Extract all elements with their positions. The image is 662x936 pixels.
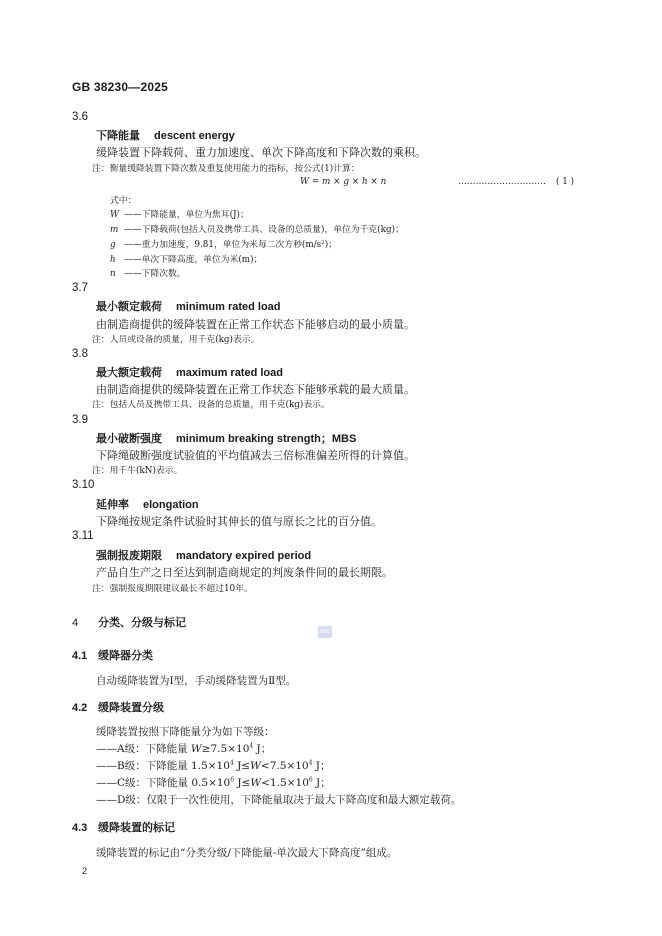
level-item-d: ——D级：仅限于一次性使用，下降能量取决于最大下降高度和最大额定载荷。 — [96, 794, 462, 806]
level-text: ——C级：下降能量 0.5×10 — [96, 777, 231, 789]
term-en: minimum rated load — [176, 301, 281, 313]
variable-desc: ——下降能量，单位为焦耳(J)； — [124, 210, 249, 220]
level-item-b — [96, 758, 330, 773]
note-text: 注：衡量缓降装置下降次数及重复使用能力的指标，按公式(1)计算： — [92, 164, 360, 174]
level-text: J； — [312, 760, 331, 772]
formula-number: ( 1 ) — [556, 177, 575, 187]
subsection-heading — [72, 699, 164, 715]
clause-number: 3.8 — [72, 348, 88, 360]
definition-text: 由制造商提供的缓降装置在正常工作状态下能够承载的最大质量。 — [96, 383, 415, 396]
subsection-heading — [72, 819, 175, 835]
paragraph: 缓降装置的标记由“分类分级/下降能量-单次最大下降高度”组成。 — [96, 847, 398, 859]
formula-w: W — [300, 177, 310, 187]
term-heading — [96, 127, 235, 143]
subsection-title: 缓降装置分级 — [98, 702, 164, 714]
formula-eq: = — [309, 177, 323, 187]
level-item-c — [96, 775, 331, 790]
variable-desc: ——下降次数。 — [124, 269, 186, 279]
term-en: maximum rated load — [176, 367, 283, 379]
section-number: 4 — [72, 617, 79, 629]
subsection-heading — [72, 647, 153, 663]
level-exponent: 4 — [249, 742, 254, 750]
section-heading — [72, 614, 186, 630]
variable-desc: ——重力加速度，9.81，单位为米每二次方秒(m/s²)； — [124, 240, 337, 250]
term-heading — [96, 496, 199, 512]
term-zh: 强制报废期限 — [96, 550, 162, 562]
term-zh: 最大额定载荷 — [96, 367, 162, 379]
variable-row — [110, 207, 249, 220]
note-text: 注：用千牛(kN)表示。 — [92, 466, 183, 476]
definition-text: 产品自生产之日至达到制造商规定的判废条件间的最长期限。 — [96, 566, 393, 579]
variable-row — [110, 237, 337, 250]
subsection-title: 缓降装置的标记 — [98, 822, 175, 834]
formula-times: × — [330, 177, 344, 187]
term-zh: 延伸率 — [96, 499, 129, 511]
note-text: 注：包括人员及携带工具、设备的总质量，用千克(kg)表示。 — [92, 400, 330, 410]
level-text: J≤ — [234, 777, 251, 789]
clause-number: 3.9 — [72, 414, 88, 426]
definition-text: 缓降装置下降载荷、重力加速度、单次下降高度和下降次数的乘积。 — [96, 146, 426, 159]
term-heading — [96, 547, 311, 563]
level-exponent: 4 — [308, 759, 313, 767]
level-item-a — [96, 741, 271, 756]
note-text: 注：人员或设备的质量，用千克(kg)表示。 — [92, 335, 260, 345]
variable-symbol: h — [110, 255, 116, 265]
definition-text: 由制造商提供的缓降装置在正常工作状态下能够启动的最小质量。 — [96, 318, 415, 331]
formula-h: h — [361, 177, 368, 187]
section-title: 分类、分级与标记 — [98, 617, 186, 629]
paragraph: 缓降装置按照下降能量分为如下等级： — [96, 726, 275, 738]
level-text: J； — [312, 777, 331, 789]
level-text: ≥7.5×10 — [201, 743, 250, 755]
term-heading — [96, 430, 356, 446]
standard-id: GB 38230—2025 — [72, 80, 168, 94]
formula-m: m — [322, 177, 331, 187]
term-en: descent energy — [154, 130, 235, 142]
term-heading — [96, 364, 283, 380]
level-exponent: 6 — [230, 776, 235, 784]
variable-symbol: W — [110, 210, 120, 220]
term-en: minimum breaking strength；MBS — [176, 433, 357, 445]
level-symbol: W — [190, 743, 202, 755]
term-en: mandatory expired period — [176, 550, 312, 562]
watermark-logo: ZHIC — [318, 626, 332, 638]
definition-text: 下降绳破断强度试验值的平均值减去三倍标准偏差所得的计算值。 — [96, 449, 415, 462]
variable-desc: ——下降载荷(包括人员及携带工具、设备的总质量)，单位为千克(kg)； — [124, 225, 404, 235]
note-text: 注：强制报废期限建议最长不超过10年。 — [92, 584, 253, 594]
level-symbol: W — [250, 777, 262, 789]
clause-number: 3.10 — [72, 479, 95, 491]
level-text: ——A级：下降能量 — [96, 743, 191, 755]
clause-number: 3.11 — [72, 530, 94, 542]
formula-leader-dots: ………………………… — [458, 177, 546, 187]
variable-symbol: g — [110, 240, 116, 250]
formula-n: n — [380, 177, 387, 187]
variable-desc: ——单次下降高度，单位为米(m)； — [124, 255, 263, 265]
clause-number: 3.7 — [72, 282, 88, 294]
level-text: <7.5×10 — [260, 760, 309, 772]
variable-row — [110, 266, 186, 279]
level-exponent: 6 — [308, 776, 313, 784]
level-text: J； — [253, 743, 272, 755]
level-symbol: W — [250, 760, 261, 772]
subsection-title: 缓降器分类 — [98, 650, 153, 662]
level-text: J≤ — [233, 760, 251, 772]
term-heading — [96, 298, 281, 314]
variable-symbol: n — [110, 269, 116, 279]
formula-times: × — [367, 177, 381, 187]
level-text: <1.5×10 — [261, 777, 309, 789]
variable-row — [110, 222, 404, 235]
formula-times: × — [348, 177, 362, 187]
formula — [300, 177, 386, 187]
term-zh: 下降能量 — [96, 130, 140, 142]
variable-row — [110, 252, 262, 265]
term-zh: 最小破断强度 — [96, 433, 162, 445]
page-number: 2 — [82, 866, 88, 876]
formula-g: g — [343, 177, 349, 187]
term-en: elongation — [143, 499, 199, 511]
where-label: 式中： — [110, 196, 137, 206]
level-exponent: 4 — [229, 759, 234, 767]
term-zh: 最小额定载荷 — [96, 301, 162, 313]
subsection-number: 4.3 — [72, 822, 88, 834]
variable-symbol: m — [110, 225, 119, 235]
definition-text: 下降绳按规定条件试验时其伸长的值与原长之比的百分值。 — [96, 515, 382, 528]
subsection-number: 4.1 — [72, 650, 88, 662]
clause-number: 3.6 — [72, 111, 88, 123]
level-text: ——B级：下降能量 1.5×10 — [96, 760, 230, 772]
paragraph: 自动缓降装置为Ⅰ型，手动缓降装置为Ⅱ型。 — [96, 675, 297, 687]
subsection-number: 4.2 — [72, 702, 88, 714]
